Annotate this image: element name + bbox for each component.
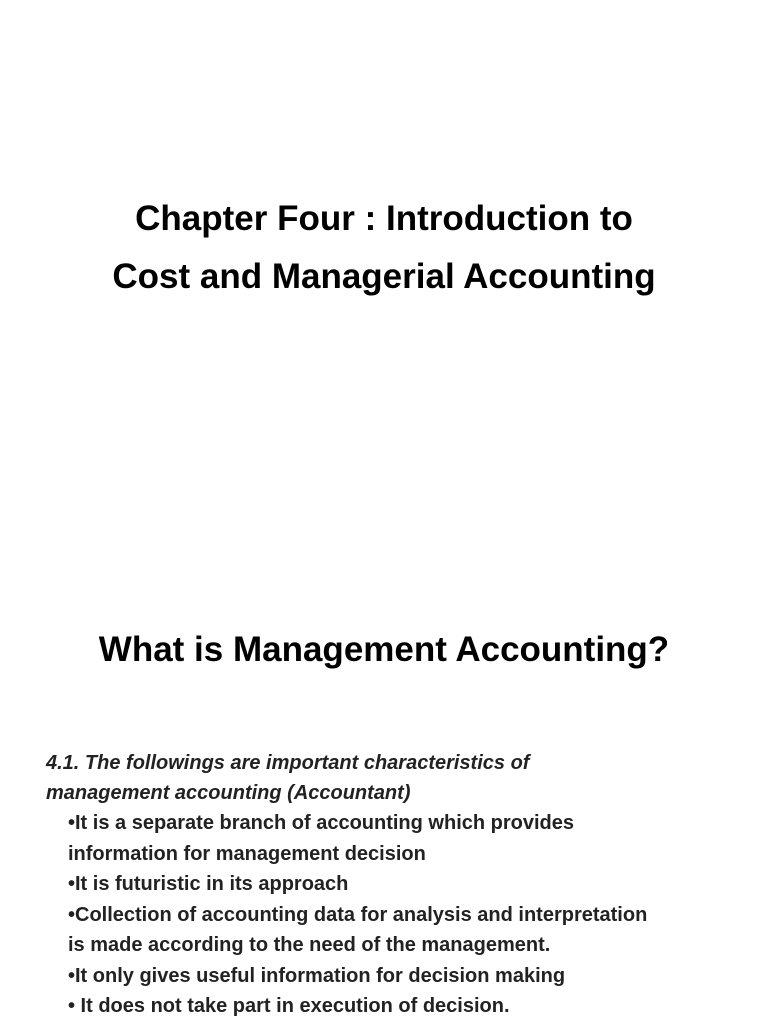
list-item <box>68 808 738 869</box>
list-item <box>68 900 738 961</box>
list-item-line: •It is a separate branch of accounting which provides <box>68 812 575 834</box>
characteristics-list <box>68 808 738 1022</box>
intro-line-1: 4.1. The followings are important characteristics of <box>46 752 530 774</box>
chapter-title-line-1: Chapter Four : Introduction to <box>135 199 633 238</box>
list-item-line: is made according to the need of the management. <box>68 934 551 956</box>
chapter-title <box>40 190 728 306</box>
list-item <box>68 991 738 1022</box>
list-item-line: •It is futuristic in its approach <box>68 873 349 895</box>
chapter-title-line-2: Cost and Managerial Accounting <box>112 257 656 296</box>
list-item-line: •Collection of accounting data for analysis and interpretation <box>68 903 648 926</box>
content-slide <box>0 600 768 1024</box>
intro-line-2: management accounting (Accountant) <box>46 782 411 804</box>
intro-paragraph <box>46 748 728 808</box>
list-item-line: information for management decision <box>68 842 426 865</box>
list-item-line: •It only gives useful information for decision making <box>68 964 566 987</box>
list-item-line: • It does not take part in execution of decision. <box>68 995 510 1017</box>
list-item <box>68 869 738 900</box>
slide-heading: What is Management Accounting? <box>98 630 670 669</box>
list-item <box>68 961 738 992</box>
